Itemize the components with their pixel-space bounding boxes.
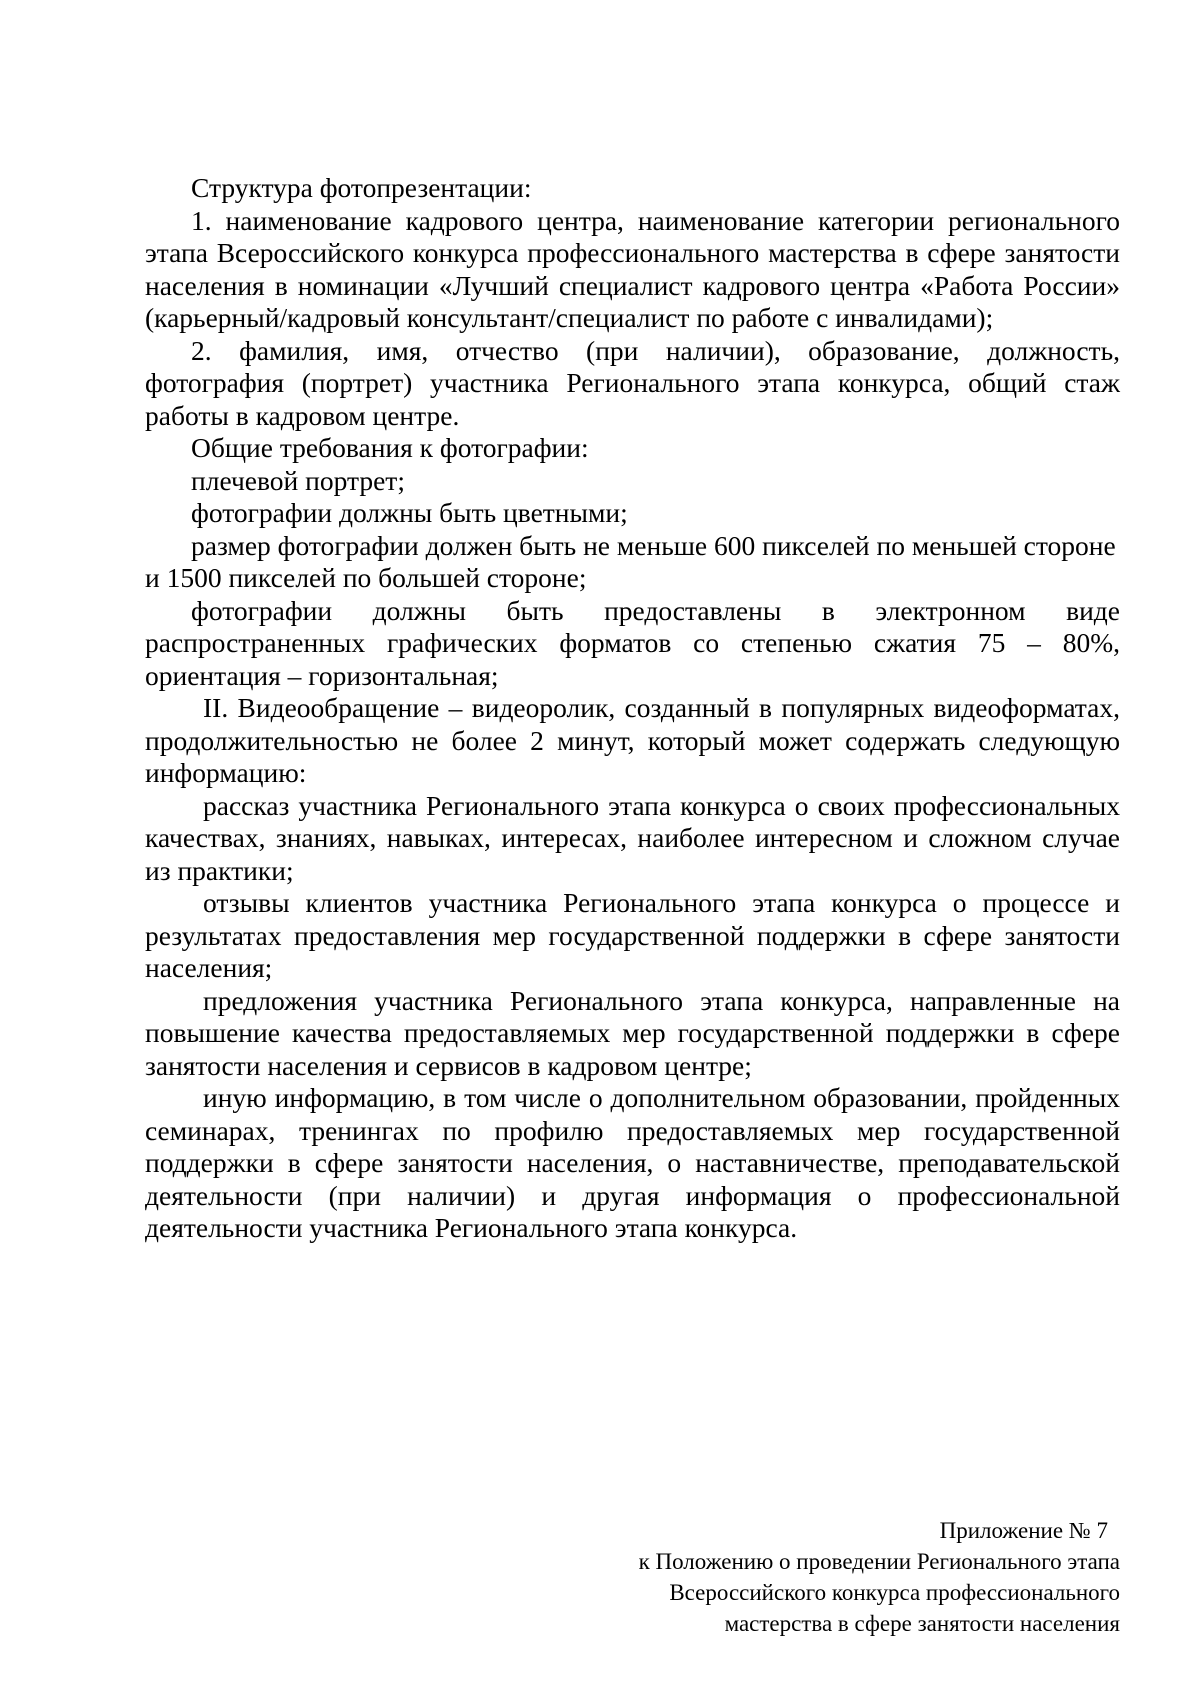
- appendix-line-3: мастерства в сфере занятости населения: [724, 1611, 1120, 1636]
- paragraph-client-reviews: отзывы клиентов участника Регионального этапа конкурса о процессе и результатах предоставления мер государственной поддержки в сфере занятости населения;: [145, 887, 1120, 983]
- paragraph-photo-structure-heading: Структура фотопрезентации:: [191, 172, 532, 203]
- paragraph-participant-proposals: предложения участника Регионального этапа конкурса, направленные на повышение качества предоставляемых мер государственной поддержки в сфере занятости населения и сервисов в кадровом центре;: [145, 984, 1120, 1081]
- paragraph-other-information: иную информацию, в том числе о дополнительном образовании, пройденных семинарах, тренингах по профилю предоставляемых мер государственной поддержки в сфере занятости населения, о наставничестве, преподавательской деятельности (при наличии) и другая информация о профессиональной деятельности участника Регионального этапа конкурса.: [145, 1082, 1120, 1243]
- appendix-line-2: Всероссийского конкурса профессионального: [669, 1580, 1120, 1605]
- paragraph-video-address: II. Видеообращение – видеоролик, созданный в популярных видеоформатах, продолжительностью не более 2 минут, который может содержать следующую информацию:: [145, 692, 1120, 788]
- appendix-line-1: к Положению о проведении Регионального этапа: [638, 1549, 1120, 1574]
- paragraph-photo-format: фотографии должны быть предоставлены в электронном виде распространенных графических форматов со степенью сжатия 75 – 80%, ориентация – горизонтальная;: [145, 594, 1120, 691]
- paragraph-item-1: 1. наименование кадрового центра, наименование категории регионального этапа Всероссийского конкурса профессионального мастерства в сфере занятости населения в номинации «Лучший специалист кадрового центра «Работа России» (карьерный/кадровый консультант/специалист по работе с инвалидами);: [145, 204, 1120, 333]
- appendix-title: Приложение № 7: [939, 1518, 1108, 1543]
- paragraph-item-2: 2. фамилия, имя, отчество (при наличии), образование, должность, фотография (портрет) участника Регионального этапа конкурса, общий стаж работы в кадровом центре.: [145, 334, 1120, 431]
- paragraph-photo-size-continued: и 1500 пикселей по большей стороне;: [145, 562, 587, 593]
- appendix-header: [500, 1515, 1120, 1639]
- paragraph-color-photos: фотографии должны быть цветными;: [191, 497, 628, 528]
- paragraph-shoulder-portrait: плечевой портрет;: [191, 464, 405, 496]
- paragraph-photo-requirements-heading: Общие требования к фотографии:: [191, 432, 589, 463]
- document-body: [145, 172, 1120, 1245]
- paragraph-photo-size: размер фотографии должен быть не меньше 600 пикселей по меньшей стороне: [191, 529, 1116, 561]
- paragraph-participant-story: рассказ участника Регионального этапа конкурса о своих профессиональных качествах, знаниях, навыках, интересах, наиболее интересном и сложном случае из практики;: [145, 789, 1120, 886]
